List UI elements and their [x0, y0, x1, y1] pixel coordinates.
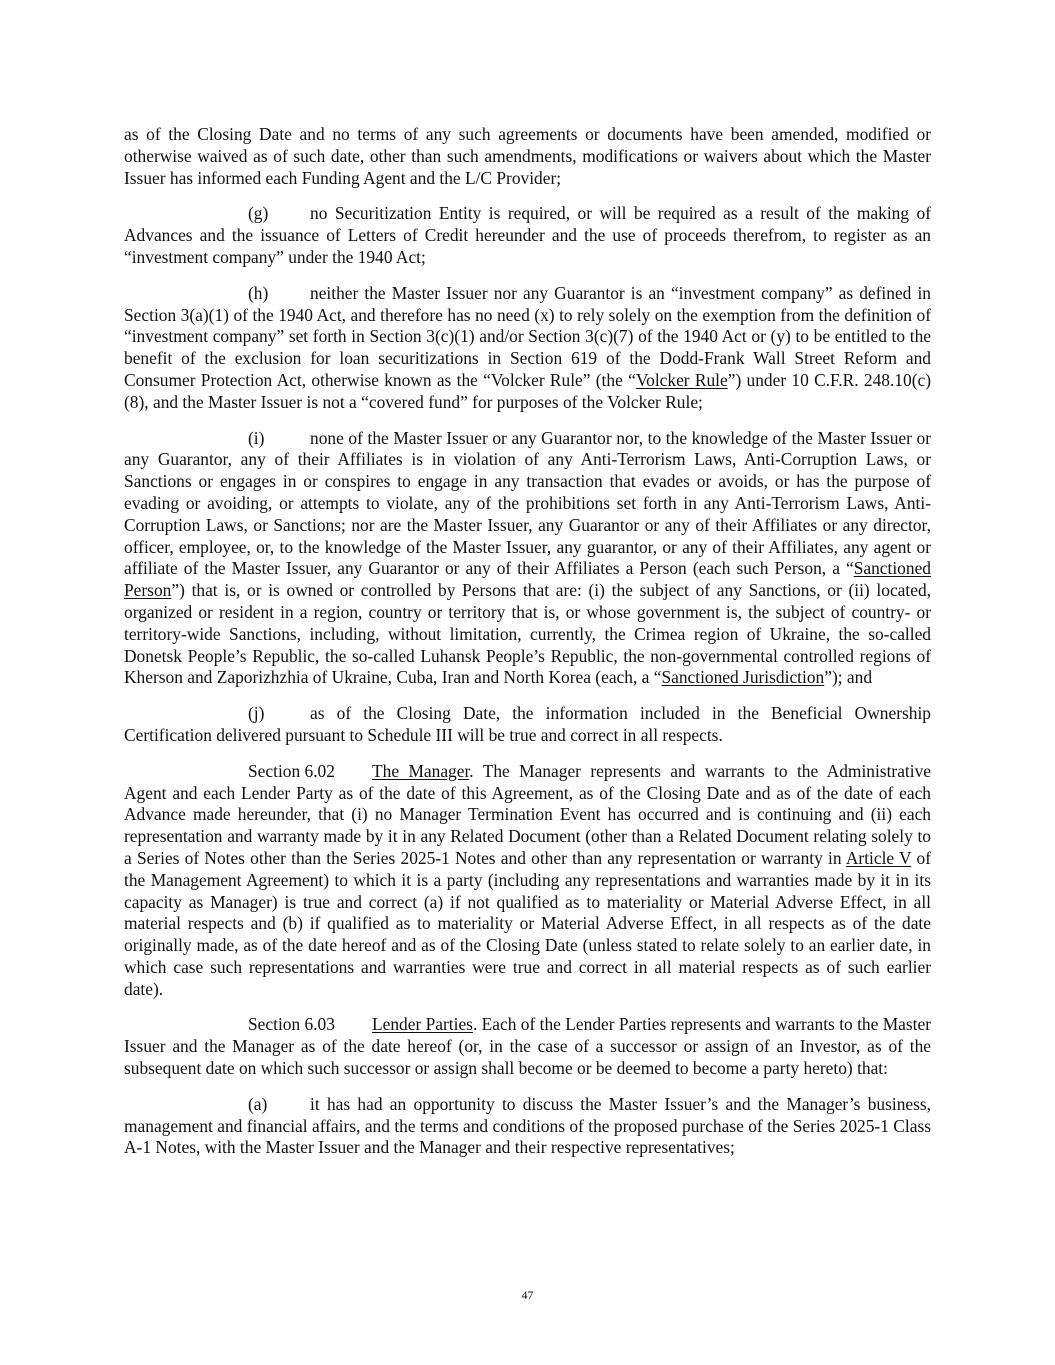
- clause-g-text: no Securitization Entity is required, or will be required as a result of the making of Advances and the issuance of Letters of Credit hereunder and the use of proceeds therefrom, to register as an “investment company” under the 1940 Act;: [124, 203, 931, 267]
- defined-term-volcker-rule: Volcker Rule: [635, 369, 728, 390]
- document-body: [124, 124, 931, 1173]
- page-number: 47: [521, 1288, 534, 1302]
- clause-i: (i) none of the Master Issuer or any Guarantor nor, to the knowledge of the Master Issuer or any Guarantor, any of their Affiliates is in violation of any Anti-Terrorism Laws, Anti-Corruption Laws, or Sanctions or engages in or conspires to engage in any transaction that evades or avoids, or has the purpose of evading or avoiding, or attempts to violate, any of the prohibitions set forth in any Anti-Terrorism Laws, Anti-Corruption Laws, or Sanctions; nor are the Master Issuer, any Guarantor or any of their Affiliates or any director, officer, employee, or, to the knowledge of the Master Issuer, any guarantor, or any of their Affiliates, any agent or affiliate of the Master Issuer, any Guarantor or any of their Affiliates a Person (each such Person, a “Sanctioned Person”) that is, or is owned or controlled by Persons that are: (i) the subject of any Sanctions, or (ii) located, organized or resident in a region, country or territory that is, or whose government is, the subject of country- or territory-wide Sanctions, including, without limitation, currently, the Crimea region of Ukraine, the so-called Donetsk People’s Republic, the so-called Luhansk People’s Republic, the non-governmental controlled regions of Kherson and Zaporizhzhia of Ukraine, Cuba, Iran and North Korea (each, a “Sanctioned Jurisdiction”); and: [124, 427, 931, 688]
- section-6-03-heading: Lender Parties: [372, 1014, 473, 1035]
- clause-a-label: (a): [248, 1093, 268, 1114]
- clause-a: [124, 1094, 931, 1159]
- section-6-03: Section 6.03 Lender Parties. Each of the Lender Parties represents and warrants to the Master Issuer and the Manager as of the date hereof (or, in the case of a successor or assign of an Investor, as of the subsequent date on which such successor or assign shall become or be deemed to become a party hereto) that:: [124, 1014, 932, 1079]
- clause-h-label: (h): [248, 282, 269, 303]
- clause-a-text: it has had an opportunity to discuss the Master Issuer’s and the Manager’s business, management and financial affairs, and the terms and conditions of the proposed purchase of the Series 2025-1 Class A-1 Notes, with the Master Issuer and the Manager and their respective representatives;: [124, 1093, 931, 1158]
- clause-j: [124, 703, 931, 747]
- clause-h: (h) neither the Master Issuer nor any Guarantor is an “investment company” as defined in Section 3(a)(1) of the 1940 Act, and therefore has no need (x) to rely solely on the exemption from the definition of “investment company” set forth in Section 3(c)(1) and/or Section 3(c)(7) of the 1940 Act or (y) to be entitled to the benefit of the exclusion for loan securitizations in Section 619 of the Dodd-Frank Wall Street Reform and Consumer Protection Act, otherwise known as the “Volcker Rule” (the “Volcker Rule”) under 10 C.F.R. 248.10(c)(8), and the Master Issuer is not a “covered fund” for purposes of the Volcker Rule;: [124, 282, 931, 412]
- defined-term-sanctioned-person: Sanctioned Person: [124, 558, 931, 601]
- section-6-02-label: Section 6.02: [248, 760, 335, 781]
- clause-i-label: (i): [248, 427, 265, 448]
- clause-j-text: as of the Closing Date, the information included in the Beneficial Ownership Certification delivered pursuant to Schedule III will be true and correct in all respects.: [124, 703, 931, 745]
- section-6-03-label: Section 6.03: [248, 1014, 335, 1035]
- article-v-reference: Article V: [845, 847, 912, 868]
- paragraph-continuation: as of the Closing Date and no terms of any such agreements or documents have been amended, modified or otherwise waived as of such date, other than such amendments, modifications or waivers about which the Master Issuer has informed each Funding Agent and the L/C Provider;: [124, 124, 931, 188]
- clause-j-label: (j): [248, 703, 265, 724]
- clause-g: [124, 203, 931, 268]
- section-6-02: Section 6.02 The Manager. The Manager represents and warrants to the Administrative Agent and each Lender Party as of the date of this Agreement, as of the Closing Date and as of the date of each Advance made hereunder, that (i) no Manager Termination Event has occurred and is continuing and (ii) each representation and warranty made by it in any Related Document (other than a Related Document relating solely to a Series of Notes other than the Series 2025-1 Notes and other than any representation or warranty in Article V of the Management Agreement) to which it is a party (including any representations and warranties made by it in its capacity as Manager) is true and correct (a) if not qualified as to materiality or Material Adverse Effect, in all material respects and (b) if qualified as to materiality or Material Adverse Effect, in all respects as of the date originally made, as of the date hereof and as of the Closing Date (unless stated to relate solely to an earlier date, in which case such representations and warranties were true and correct in all material respects as of such earlier date).: [124, 760, 932, 999]
- clause-g-label: (g): [248, 203, 269, 224]
- defined-term-sanctioned-jurisdiction: Sanctioned Jurisdiction: [661, 667, 825, 688]
- section-6-02-heading: The Manager: [372, 760, 470, 781]
